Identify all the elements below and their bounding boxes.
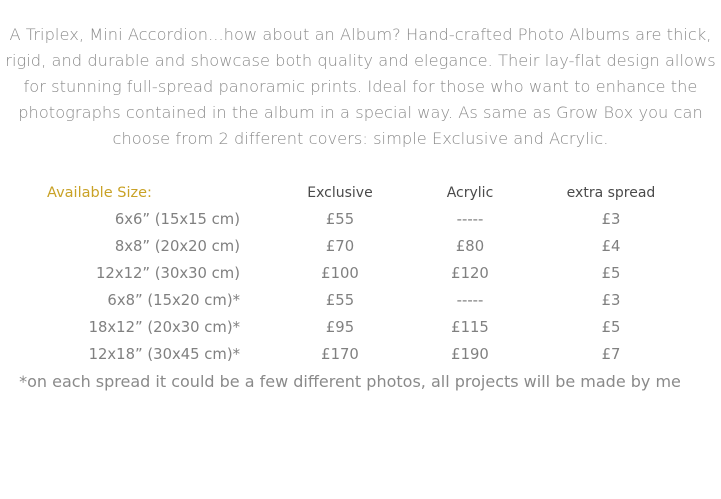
exclusive-price-cell: £55 (325, 292, 355, 309)
acrylic-price-cell: ----- (456, 211, 484, 228)
size-cell: 6x6” (15x15 cm) (114, 211, 240, 228)
size-cell: 8x8” (20x20 cm) (114, 238, 240, 255)
acrylic-price-cell: ----- (456, 292, 484, 309)
extra-spread-price-cell: £5 (601, 319, 621, 336)
extra-spread-price-cell: £7 (601, 346, 621, 363)
price-table (0, 182, 721, 371)
available-size-heading: Available Size: (47, 185, 152, 201)
table-header-row (0, 182, 721, 209)
intro-line: choose from 2 different covers: simple Exclusive and Acrylic. (112, 129, 609, 148)
footnote: *on each spread it could be a few different photos, all projects will be made by me (19, 372, 681, 391)
extra-spread-price-cell: £4 (601, 238, 621, 255)
extra-spread-price-cell: £3 (601, 211, 621, 228)
table-row (0, 290, 721, 317)
exclusive-price-cell: £170 (321, 346, 359, 363)
table-row (0, 236, 721, 263)
extra-spread-price-cell: £3 (601, 292, 621, 309)
exclusive-price-cell: £100 (321, 265, 359, 282)
intro-line: rigid, and durable and showcase both quality and elegance. Their lay-flat design allows (5, 51, 716, 70)
acrylic-price-cell: £115 (451, 319, 489, 336)
size-cell: 6x8” (15x20 cm)* (107, 292, 240, 309)
extra-spread-price-cell: £5 (601, 265, 621, 282)
table-row (0, 344, 721, 371)
extra-spread-column-heading: extra spread (566, 185, 656, 201)
exclusive-column-heading: Exclusive (307, 185, 373, 201)
acrylic-price-cell: £80 (455, 238, 485, 255)
exclusive-price-cell: £55 (325, 211, 355, 228)
size-cell: 12x18” (30x45 cm)* (88, 346, 240, 363)
intro-line: for stunning full-spread panoramic prints. Ideal for those who want to enhance the (23, 77, 698, 96)
exclusive-price-cell: £95 (325, 319, 355, 336)
exclusive-price-cell: £70 (325, 238, 355, 255)
acrylic-column-heading: Acrylic (446, 185, 494, 201)
acrylic-price-cell: £190 (451, 346, 489, 363)
intro-line: A Triplex, Mini Accordion...how about an Album? Hand-crafted Photo Albums are thick, (9, 25, 712, 44)
size-cell: 12x12” (30x30 cm) (96, 265, 240, 282)
table-row (0, 317, 721, 344)
intro-line: photographs contained in the album in a special way. As same as Grow Box you can (18, 103, 703, 122)
intro-paragraph (0, 22, 721, 152)
table-row (0, 263, 721, 290)
size-cell: 18x12” (20x30 cm)* (88, 319, 240, 336)
acrylic-price-cell: £120 (451, 265, 489, 282)
table-row (0, 209, 721, 236)
